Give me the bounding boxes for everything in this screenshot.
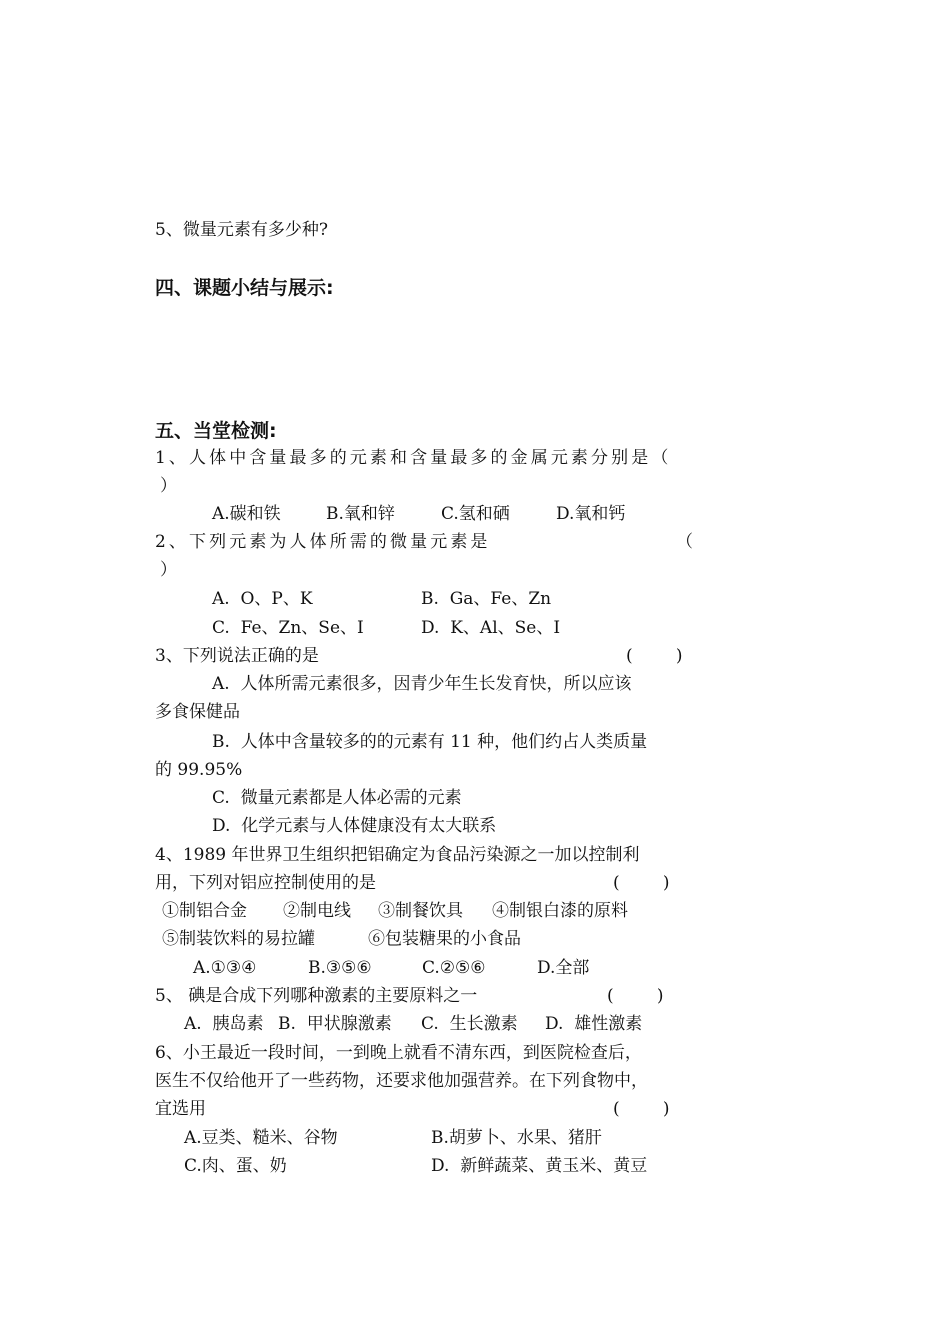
q1-option-a: A.碳和铁	[212, 504, 281, 524]
q3-option-b-line1: B. 人体中含量较多的的元素有 11 种，他们约占人类质量	[212, 732, 648, 752]
section-5-heading: 五、当堂检测:	[155, 420, 277, 442]
q2-option-a: A. O、P、K	[212, 589, 313, 609]
q6-option-d: D. 新鲜蔬菜、黄玉米、黄豆	[431, 1156, 648, 1176]
q4-paren: ( )	[613, 873, 670, 893]
q5-paren: ( )	[607, 986, 664, 1006]
q1-stem-end: ）	[160, 476, 177, 496]
q5-option-b: B. 甲状腺激素	[278, 1014, 392, 1034]
q6-paren: ( )	[613, 1099, 670, 1119]
q3-option-a-line1: A. 人体所需元素很多，因青少年生长发育快，所以应该	[212, 674, 632, 694]
q6-option-c: C.肉、蛋、奶	[184, 1156, 287, 1176]
q3-paren: ( )	[626, 646, 683, 666]
q2-option-d: D. K、Al、Se、I	[421, 618, 561, 638]
q4-option-d: D.全部	[537, 958, 590, 978]
q4-item-6: ⑥包装糖果的小食品	[368, 929, 521, 949]
q4-item-3: ③制餐饮具	[378, 901, 463, 921]
q4-option-c: C.②⑤⑥	[422, 958, 486, 978]
q1-stem: 1、人体中含量最多的元素和含量最多的金属元素分别是（	[155, 448, 672, 468]
q3-option-c: C. 微量元素都是人体必需的元素	[212, 788, 462, 808]
q5-options	[0, 1013, 950, 1123]
q4-item-4: ④制银白漆的原料	[492, 901, 628, 921]
q5-option-d: D. 雄性激素	[545, 1014, 643, 1034]
q6-option-b: B.胡萝卜、水果、猪肝	[431, 1128, 602, 1148]
q3-option-a-line2: 多食保健品	[155, 702, 240, 722]
q4-stem-line2: 用，下列对铝应控制使用的是	[155, 873, 376, 893]
q1-option-c: C.氢和硒	[441, 504, 510, 524]
q4-option-b: B.③⑤⑥	[308, 958, 372, 978]
q6-stem-line1: 6、小王最近一段时间，一到晚上就看不清东西，到医院检查后，	[155, 1043, 642, 1063]
q6-stem-line2: 医生不仅给他开了一些药物，还要求他加强营养。在下列食物中，	[155, 1071, 648, 1091]
q1-option-b: B.氧和锌	[326, 504, 395, 524]
q5-stem: 5、 碘是合成下列哪种激素的主要原料之一	[155, 986, 478, 1006]
q2-paren-close: ）	[160, 560, 177, 580]
q4-option-a: A.①③④	[193, 958, 257, 978]
q2-stem: 2、下列元素为人体所需的微量元素是	[155, 532, 491, 552]
q3-stem: 3、下列说法正确的是	[155, 646, 319, 666]
q5-option-c: C. 生长激素	[421, 1014, 518, 1034]
q3-option-b-line2: 的 99.95%	[155, 760, 243, 780]
q2-paren-open: （	[676, 532, 693, 552]
q1-option-d: D.氧和钙	[556, 504, 626, 524]
q2-option-b: B. Ga、Fe、Zn	[421, 589, 552, 609]
section-4-heading: 四、课题小结与展示:	[155, 277, 334, 299]
q4-item-5: ⑤制装饮料的易拉罐	[162, 929, 315, 949]
q4-item-1: ①制铝合金	[162, 901, 247, 921]
q6-options-row2	[0, 1155, 950, 1221]
question-prev-5: 5、微量元素有多少种?	[155, 220, 328, 240]
q2-option-c: C. Fe、Zn、Se、I	[212, 618, 364, 638]
q4-item-2: ②制电线	[283, 901, 351, 921]
q6-option-a: A.豆类、糙米、谷物	[184, 1128, 338, 1148]
q3-option-d: D. 化学元素与人体健康没有太大联系	[212, 816, 497, 836]
q5-option-a: A. 胰岛素	[184, 1014, 264, 1034]
q4-stem-line1: 4、1989 年世界卫生组织把铝确定为食品污染源之一加以控制利	[155, 845, 640, 865]
q6-stem-line3: 宜选用	[155, 1099, 206, 1119]
